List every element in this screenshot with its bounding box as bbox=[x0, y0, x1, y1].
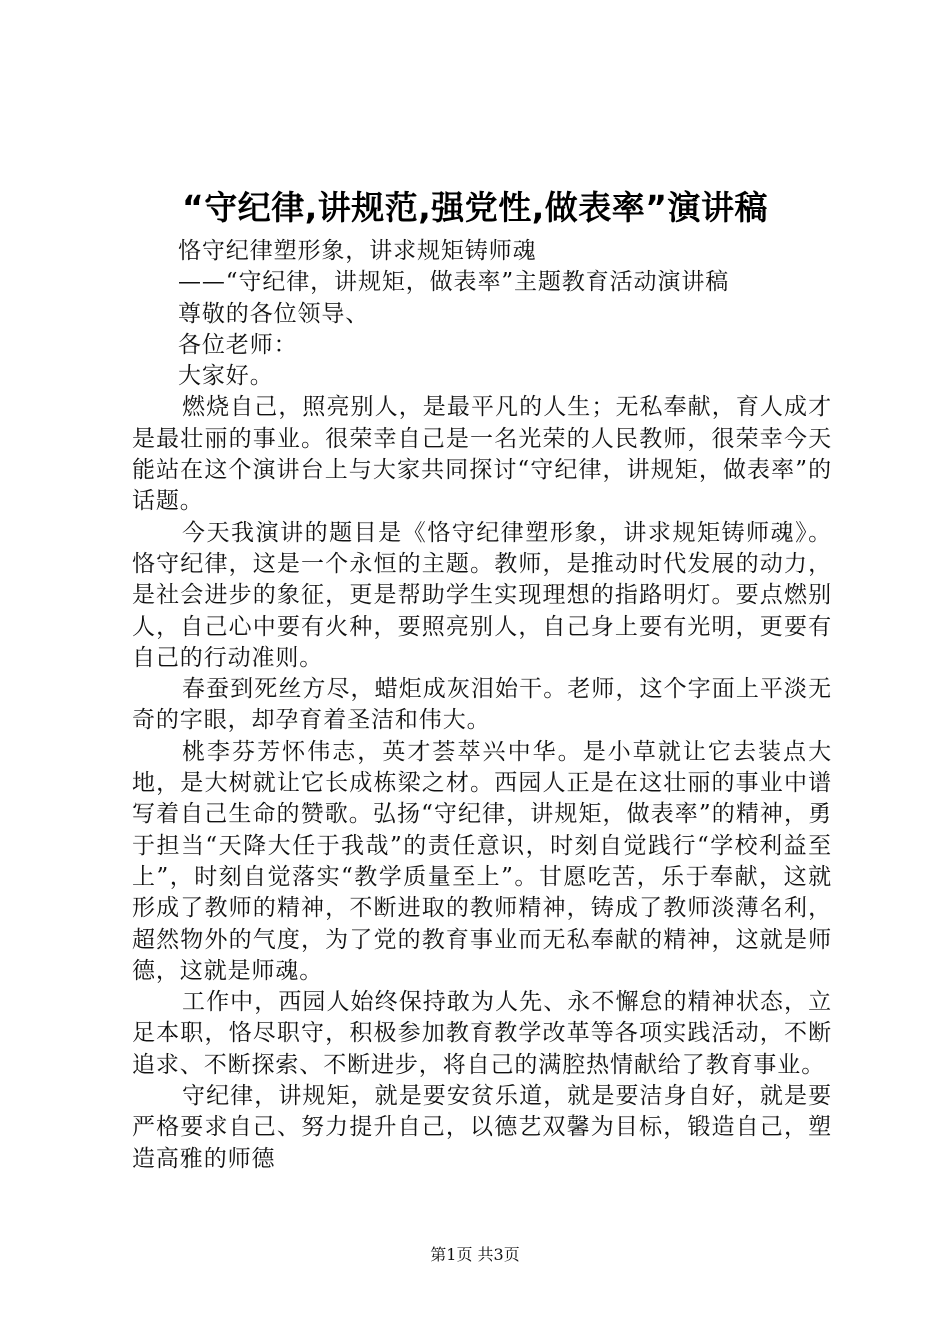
document-body bbox=[132, 236, 832, 1175]
body-paragraph: 春蚕到死丝方尽，蜡炬成灰泪始干。老师，这个字面上平淡无奇的字眼，却孕育着圣洁和伟大。 bbox=[132, 676, 832, 734]
greeting-line: 大家好。 bbox=[178, 363, 274, 390]
body-paragraph: 燃烧自己，照亮别人，是最平凡的人生；无私奉献，育人成才是最壮丽的事业。很荣幸自己是一名光荣的人民教师，很荣幸今天能站在这个演讲台上与大家共同探讨“守纪律，讲规矩，做表率”的话题。 bbox=[132, 394, 832, 515]
salutation-leaders: 尊敬的各位领导、 bbox=[178, 300, 370, 327]
speech-subtitle-line: ——“守纪律，讲规矩，做表率”主题教育活动演讲稿 bbox=[178, 269, 730, 296]
document-title: “守纪律,讲规范,强党性,做表率”演讲稿 bbox=[182, 188, 768, 227]
page-footer: 第1页 共3页 bbox=[430, 1245, 520, 1264]
body-paragraph: 桃李芬芳怀伟志，英才荟萃兴中华。是小草就让它去装点大地，是大树就让它长成栋梁之材。西园人正是在这壮丽的事业中谱写着自己生命的赞歌。弘扬“守纪律，讲规矩，做表率”的精神，勇于担当“天降大任于我哉”的责任意识，时刻自觉践行“学校利益至上”，时刻自觉落实“教学质量至上”。甘愿吃苦，乐于奉献，这就形成了教师的精神，不断进取的教师精神，铸成了教师淡薄名利，超然物外的气度，为了党的教育事业而无私奉献的精神，这就是师德，这就是师魂。 bbox=[132, 738, 832, 984]
salutation-teachers: 各位老师： bbox=[178, 331, 298, 358]
body-paragraph: 今天我演讲的题目是《恪守纪律塑形象，讲求规矩铸师魂》。恪守纪律，这是一个永恒的主题。教师，是推动时代发展的动力，是社会进步的象征，更是帮助学生实现理想的指路明灯。要点燃别人，自己心中要有火种，要照亮别人，自己身上要有光明，更要有自己的行动准则。 bbox=[132, 519, 832, 671]
body-paragraph: 工作中，西园人始终保持敢为人先、永不懈怠的精神状态，立足本职，恪尽职守，积极参加教育教学改革等各项实践活动，不断追求、不断探索、不断进步，将自己的满腔热情献给了教育事业。 bbox=[132, 989, 832, 1078]
body-paragraph: 守纪律，讲规矩，就是要安贫乐道，就是要洁身自好，就是要严格要求自己、努力提升自己，以德艺双馨为目标，锻造自己，塑造高雅的师德 bbox=[132, 1083, 832, 1172]
speech-title-line: 恪守纪律塑形象，讲求规矩铸师魂 bbox=[178, 238, 537, 264]
